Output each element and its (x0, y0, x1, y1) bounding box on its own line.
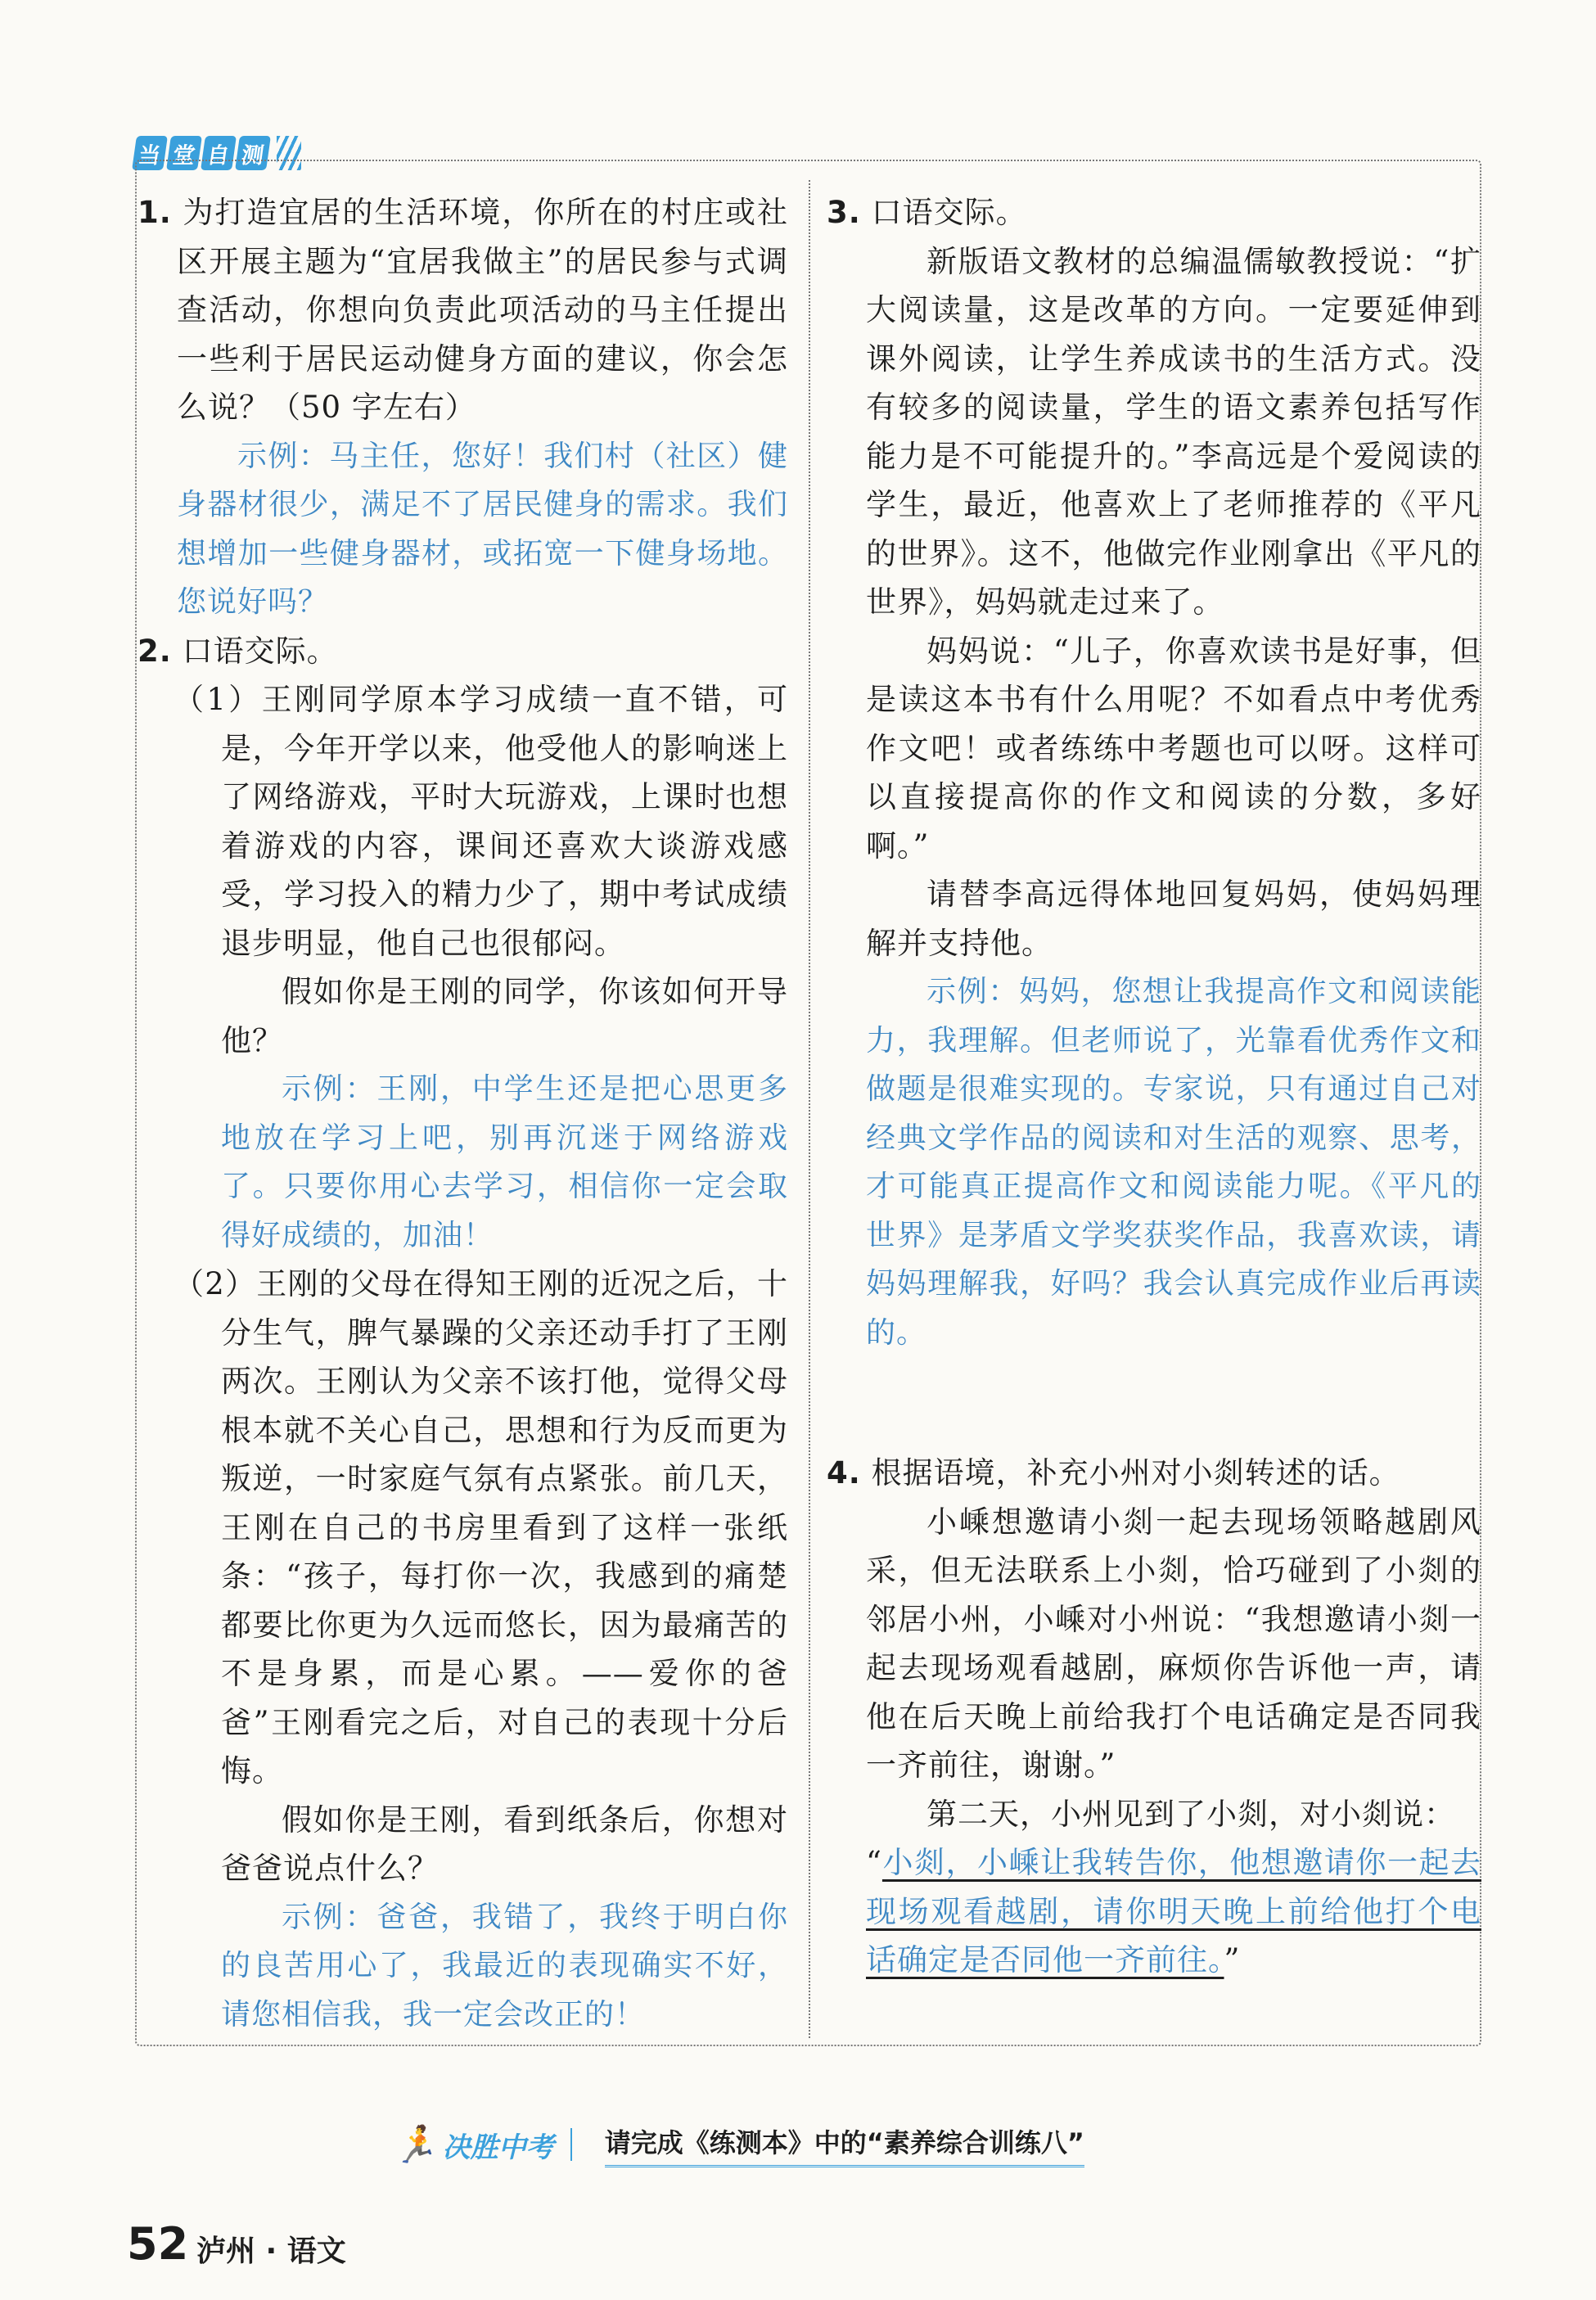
question-4-para-2: 第二天，小州见到了小剡，对小剡说： (926, 1796, 1455, 1832)
answer-4-fill: 小剡，小嵊让我转告你，他想邀请你一起去现场观看越剧，请你明天晚上前给他打个电话确定是否同他一齐前往。 (866, 1845, 1481, 1978)
close-quote: ” (1224, 1942, 1241, 1978)
section-tag-char: 自 (201, 136, 237, 170)
question-number: 2. (138, 633, 172, 669)
left-column (138, 188, 788, 2039)
question-number: 4. (827, 1455, 861, 1490)
question-3-para-1: 新版语文教材的总编温儒敏教授说：“扩大阅读量，这是改革的方向。一定要延伸到课外阅读，让学生养成读书的生活方式。没有较多的阅读量，学生的语文素养包括写作能力是不可能提升的。”李高远是个爱阅读的学生，最近，他喜欢上了老师推荐的《平凡的世界》。这不，他做完作业刚拿出《平凡的世界》，妈妈就走过来了。 (866, 243, 1481, 620)
question-title: 根据语境，补充小州对小剡转述的话。 (871, 1455, 1400, 1490)
question-title: 口语交际。 (182, 633, 338, 669)
answer-2-2: 示例：爸爸，我错了，我终于明白你的良苦用心了，我最近的表现确实不好，请您相信我，我一定会改正的！ (221, 1900, 788, 2032)
open-quote: “ (866, 1845, 882, 1880)
question-title: 口语交际。 (871, 195, 1027, 230)
question-number: 3. (827, 195, 861, 230)
question-2-1-prompt: 假如你是王刚的同学，你该如何开导他？ (221, 974, 788, 1058)
section-tag-char: 堂 (166, 136, 202, 170)
book-subject: 泸州 · 语文 (196, 2235, 346, 2268)
section-tag-char: 当 (132, 136, 168, 170)
question-4 (827, 1449, 1481, 1498)
question-3-prompt: 请替李高远得体地回复妈妈，使妈妈理解并支持他。 (866, 877, 1481, 961)
footer-band (393, 2108, 1211, 2181)
footer-instruction: 请完成《练测本》中的“素养综合训练八” (605, 2122, 1084, 2167)
brand-logo (393, 2123, 554, 2166)
answer-4 (827, 1838, 1481, 1985)
answer-3: 示例：妈妈，您想让我提高作文和阅读能力，我理解。但老师说了，光靠看优秀作文和做题是很难实现的。专家说，只有通过自己对经典文学作品的阅读和对生活的观察、思考，才可能真正提高作文和阅读能力呢。《平凡的世界》是茅盾文学奖获奖作品，我喜欢读，请妈妈理解我，好吗？我会认真完成作业后再读的。 (866, 975, 1481, 1350)
column-divider (809, 180, 810, 2038)
brand-logo-text: 决胜中考 (442, 2131, 554, 2164)
answer-1: 示例：马主任，您好！我们村（社区）健身器材很少，满足不了居民健身的需求。我们想增加一些健身器材，或拓宽一下健身场地。您说好吗？ (177, 439, 788, 619)
question-2 (138, 627, 788, 676)
question-2-2-prompt: 假如你是王刚，看到纸条后，你想对爸爸说点什么？ (221, 1802, 788, 1886)
runner-icon: 🏃 (393, 2124, 438, 2166)
question-4-para-1: 小嵊想邀请小剡一起去现场领略越剧风采，但无法联系上小剡，恰巧碰到了小剡的邻居小州，小嵊对小州说：“我想邀请小剡一起去现场观看越剧，麻烦你告诉他一声，请他在后天晚上前给我打个电话确定是否同我一齐前往，谢谢。” (866, 1504, 1481, 1783)
page-number: 52 (127, 2218, 189, 2270)
question-3 (827, 188, 1481, 237)
question-1 (138, 188, 788, 432)
answer-2-1: 示例：王刚，中学生还是把心思更多地放在学习上吧，别再沉迷于网络游戏了。只要你用心去学习，相信你一定会取得好成绩的，加油！ (221, 1072, 788, 1252)
question-number: 1. (138, 195, 172, 230)
footer-separator (570, 2128, 572, 2161)
question-3-para-2: 妈妈说：“儿子，你喜欢读书是好事，但是读这本书有什么用呢？不如看点中考优秀作文吧！或者练练中考题也可以呀。这样可以直接提高你的作文和阅读的分数，多好啊。” (866, 633, 1481, 864)
question-2-2-text: （2）王刚的父母在得知王刚的近况之后，十分生气，脾气暴躁的父亲还动手打了王刚两次。王刚认为父亲不该打他，觉得父母根本就不关心自己，思想和行为反而更为叛逆，一时家庭气氛有点紧张。前几天，王刚在自己的书房里看到了这样一张纸条：“孩子，每打你一次，我感到的痛楚都要比你更为久远而悠长，因为最痛苦的不是身累，而是心累。——爱你的爸爸”王刚看完之后，对自己的表现十分后悔。 (174, 1266, 788, 1788)
question-text: 为打造宜居的生活环境，你所在的村庄或社区开展主题为“宜居我做主”的居民参与式调查活动，你想向负责此项活动的马主任提出一些利于居民运动健身方面的建议，你会怎么说？（50 字左右） (177, 195, 788, 425)
question-2-1-text: （1）王刚同学原本学习成绩一直不错，可是，今年开学以来，他受他人的影响迷上了网络游戏，平时大玩游戏，上课时也想着游戏的内容，课间还喜欢大谈游戏感受，学习投入的精力少了，期中考试成绩退步明显，他自己也很郁闷。 (174, 682, 788, 961)
section-tag-char: 测 (235, 136, 271, 170)
right-column (827, 188, 1481, 1985)
